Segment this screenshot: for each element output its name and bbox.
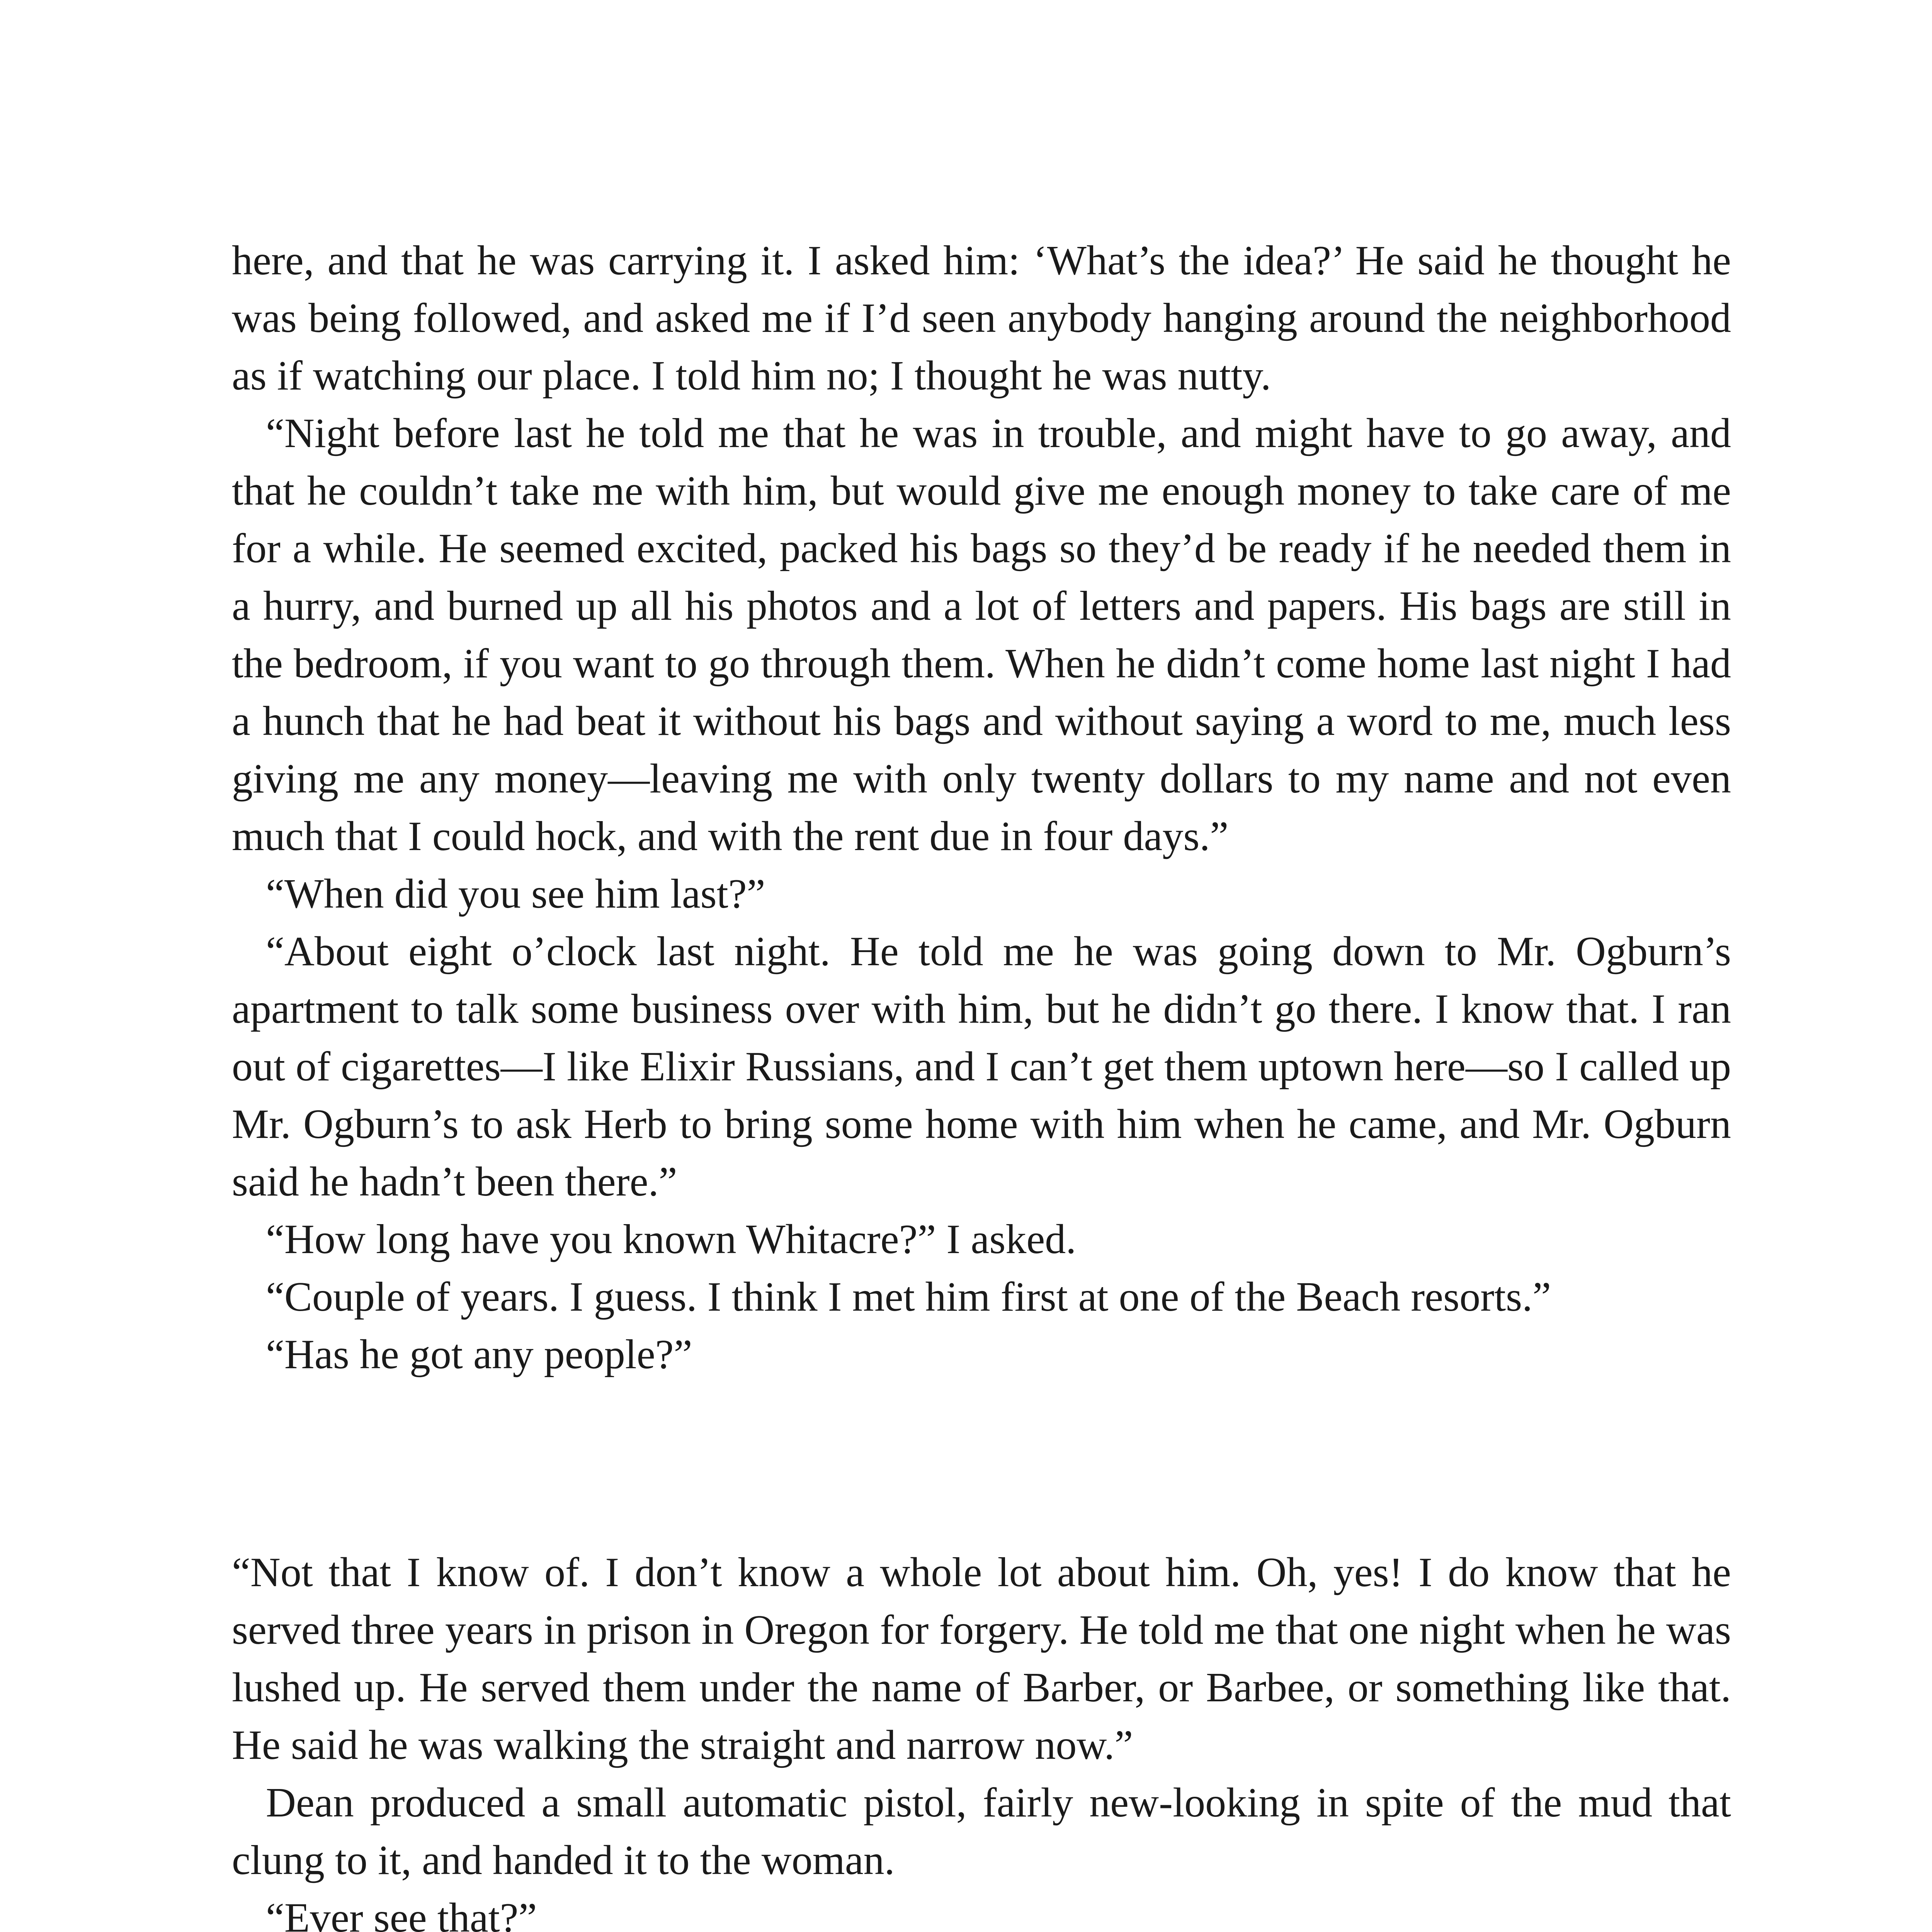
paragraph: here, and that he was carrying it. I asked him: ‘What’s the idea?’ He said he thought he was being followed, and asked me if I’d seen anybody hanging around the neighborhood as if watching our place. I told him no; I thought he was nutty. xyxy=(232,238,1731,399)
text-block-upper xyxy=(232,232,1731,1383)
paragraph: “Night before last he told me that he was in trouble, and might have to go away, and that he couldn’t take me with him, but would give me enough money to take care of me for a while. He seemed excited, packed his bags so they’d be ready if he needed them in a hurry, and burned up all his photos and a lot of letters and papers. His bags are still in the bedroom, if you want to go through them. When he didn’t come home last night I had a hunch that he had beat it without his bags and without saying a word to me, much less giving me any money—leaving me with only twenty dollars to my name and not even much that I could hock, and with the rent due in four days.” xyxy=(232,410,1731,859)
paragraph: “How long have you known Whitacre?” I asked. xyxy=(266,1216,1077,1262)
text-block-lower xyxy=(232,1544,1731,1932)
paragraph: “When did you see him last?” xyxy=(266,871,765,917)
paragraph: “About eight o’clock last night. He told me he was going down to Mr. Ogburn’s apartment to talk some business over with him, but he didn’t go there. I know that. I ran out of cigarettes—I like Elixir Russians, and I can’t get them uptown here—so I called up Mr. Ogburn’s to ask Herb to bring some home with him when he came, and Mr. Ogburn said he hadn’t been there.” xyxy=(232,929,1731,1205)
paragraph: Dean produced a small automatic pistol, fairly new-looking in spite of the mud that clung to it, and handed it to the woman. xyxy=(232,1780,1731,1883)
paragraph: “Couple of years. I guess. I think I met him first at one of the Beach resorts.” xyxy=(266,1274,1551,1320)
paragraph: “Not that I know of. I don’t know a whole lot about him. Oh, yes! I do know that he served three years in prison in Oregon for forgery. He told me that one night when he was lushed up. He served them under the name of Barber, or Barbee, or something like that. He said he was walking the straight and narrow now.” xyxy=(232,1549,1731,1768)
paragraph: “Has he got any people?” xyxy=(266,1332,692,1378)
paragraph: “Ever see that?” xyxy=(266,1895,537,1932)
